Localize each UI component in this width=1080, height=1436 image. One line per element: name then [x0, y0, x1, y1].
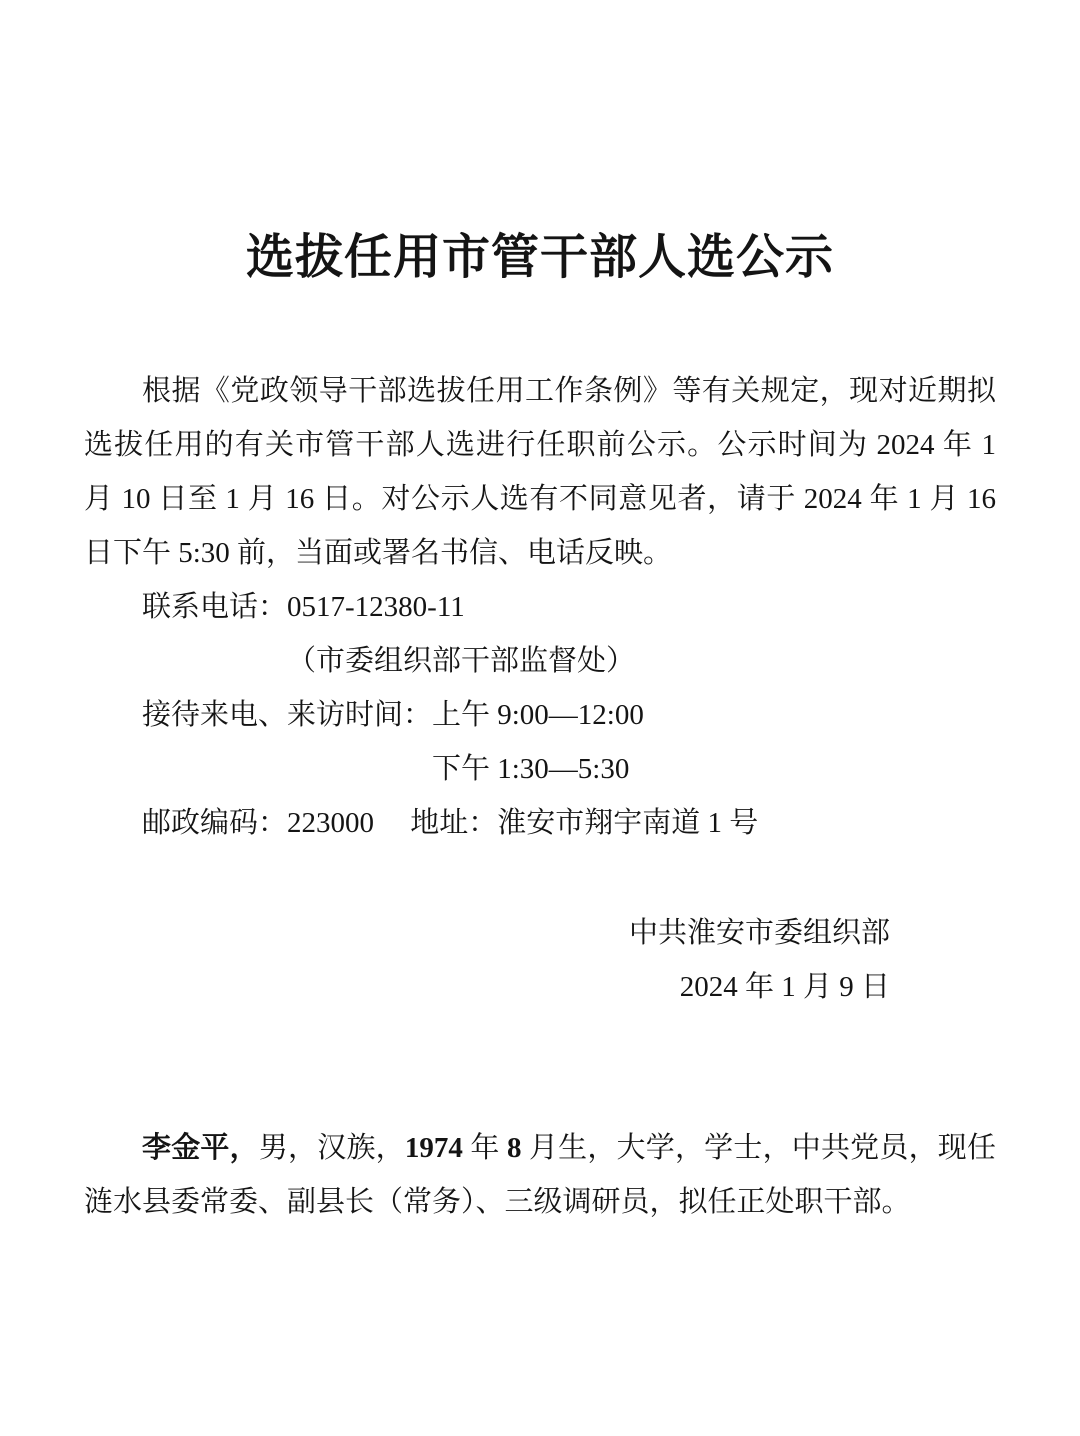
candidate-info-2: 年 [462, 1132, 507, 1164]
signature-organization: 中共淮安市委组织部 [628, 917, 890, 949]
candidate-birth-month: 8 [506, 1132, 522, 1164]
signature-date: 2024 年 1 月 9 日 [679, 971, 890, 1003]
page-title: 选拔任用市管干部人选公示 [245, 231, 834, 284]
contact-phone-line: 联系电话：0517-12380-11 [142, 591, 465, 623]
candidate-info-1: 男，汉族， [258, 1132, 405, 1164]
candidate-paragraph [84, 1121, 996, 1229]
reception-hours-line: 接待来电、来访时间：上午 9:00—12:00 [142, 699, 644, 731]
reception-afternoon-line: 下午 1:30—5:30 [432, 753, 630, 785]
intro-paragraph: 根据《党政领导干部选拔任用工作条例》等有关规定，现对近期拟选拔任用的有关市管干部人选进行任职前公示。公示时间为 2024 年 1 月 10 日至 1 月 16 日。对公示人选有不同意见者，请于 2024 年 1 月 16 日下午 5:30 前，当面或署名书信、电话反映。 [84, 375, 1004, 569]
candidate-name: 李金平， [142, 1132, 259, 1164]
contact-department-line: （市委组织部干部监督处） [287, 645, 636, 677]
postal-address-line: 邮政编码：223000 地址：淮安市翔宇南道 1 号 [142, 807, 759, 839]
candidate-birth-year: 1974 [404, 1132, 463, 1164]
signature-block [84, 906, 996, 1014]
candidate-info-3: 月生，大学，学士，中共党员，现任涟水县委常委、副县长（常务）、三级调研员，拟任正处职干部。 [84, 1132, 996, 1218]
